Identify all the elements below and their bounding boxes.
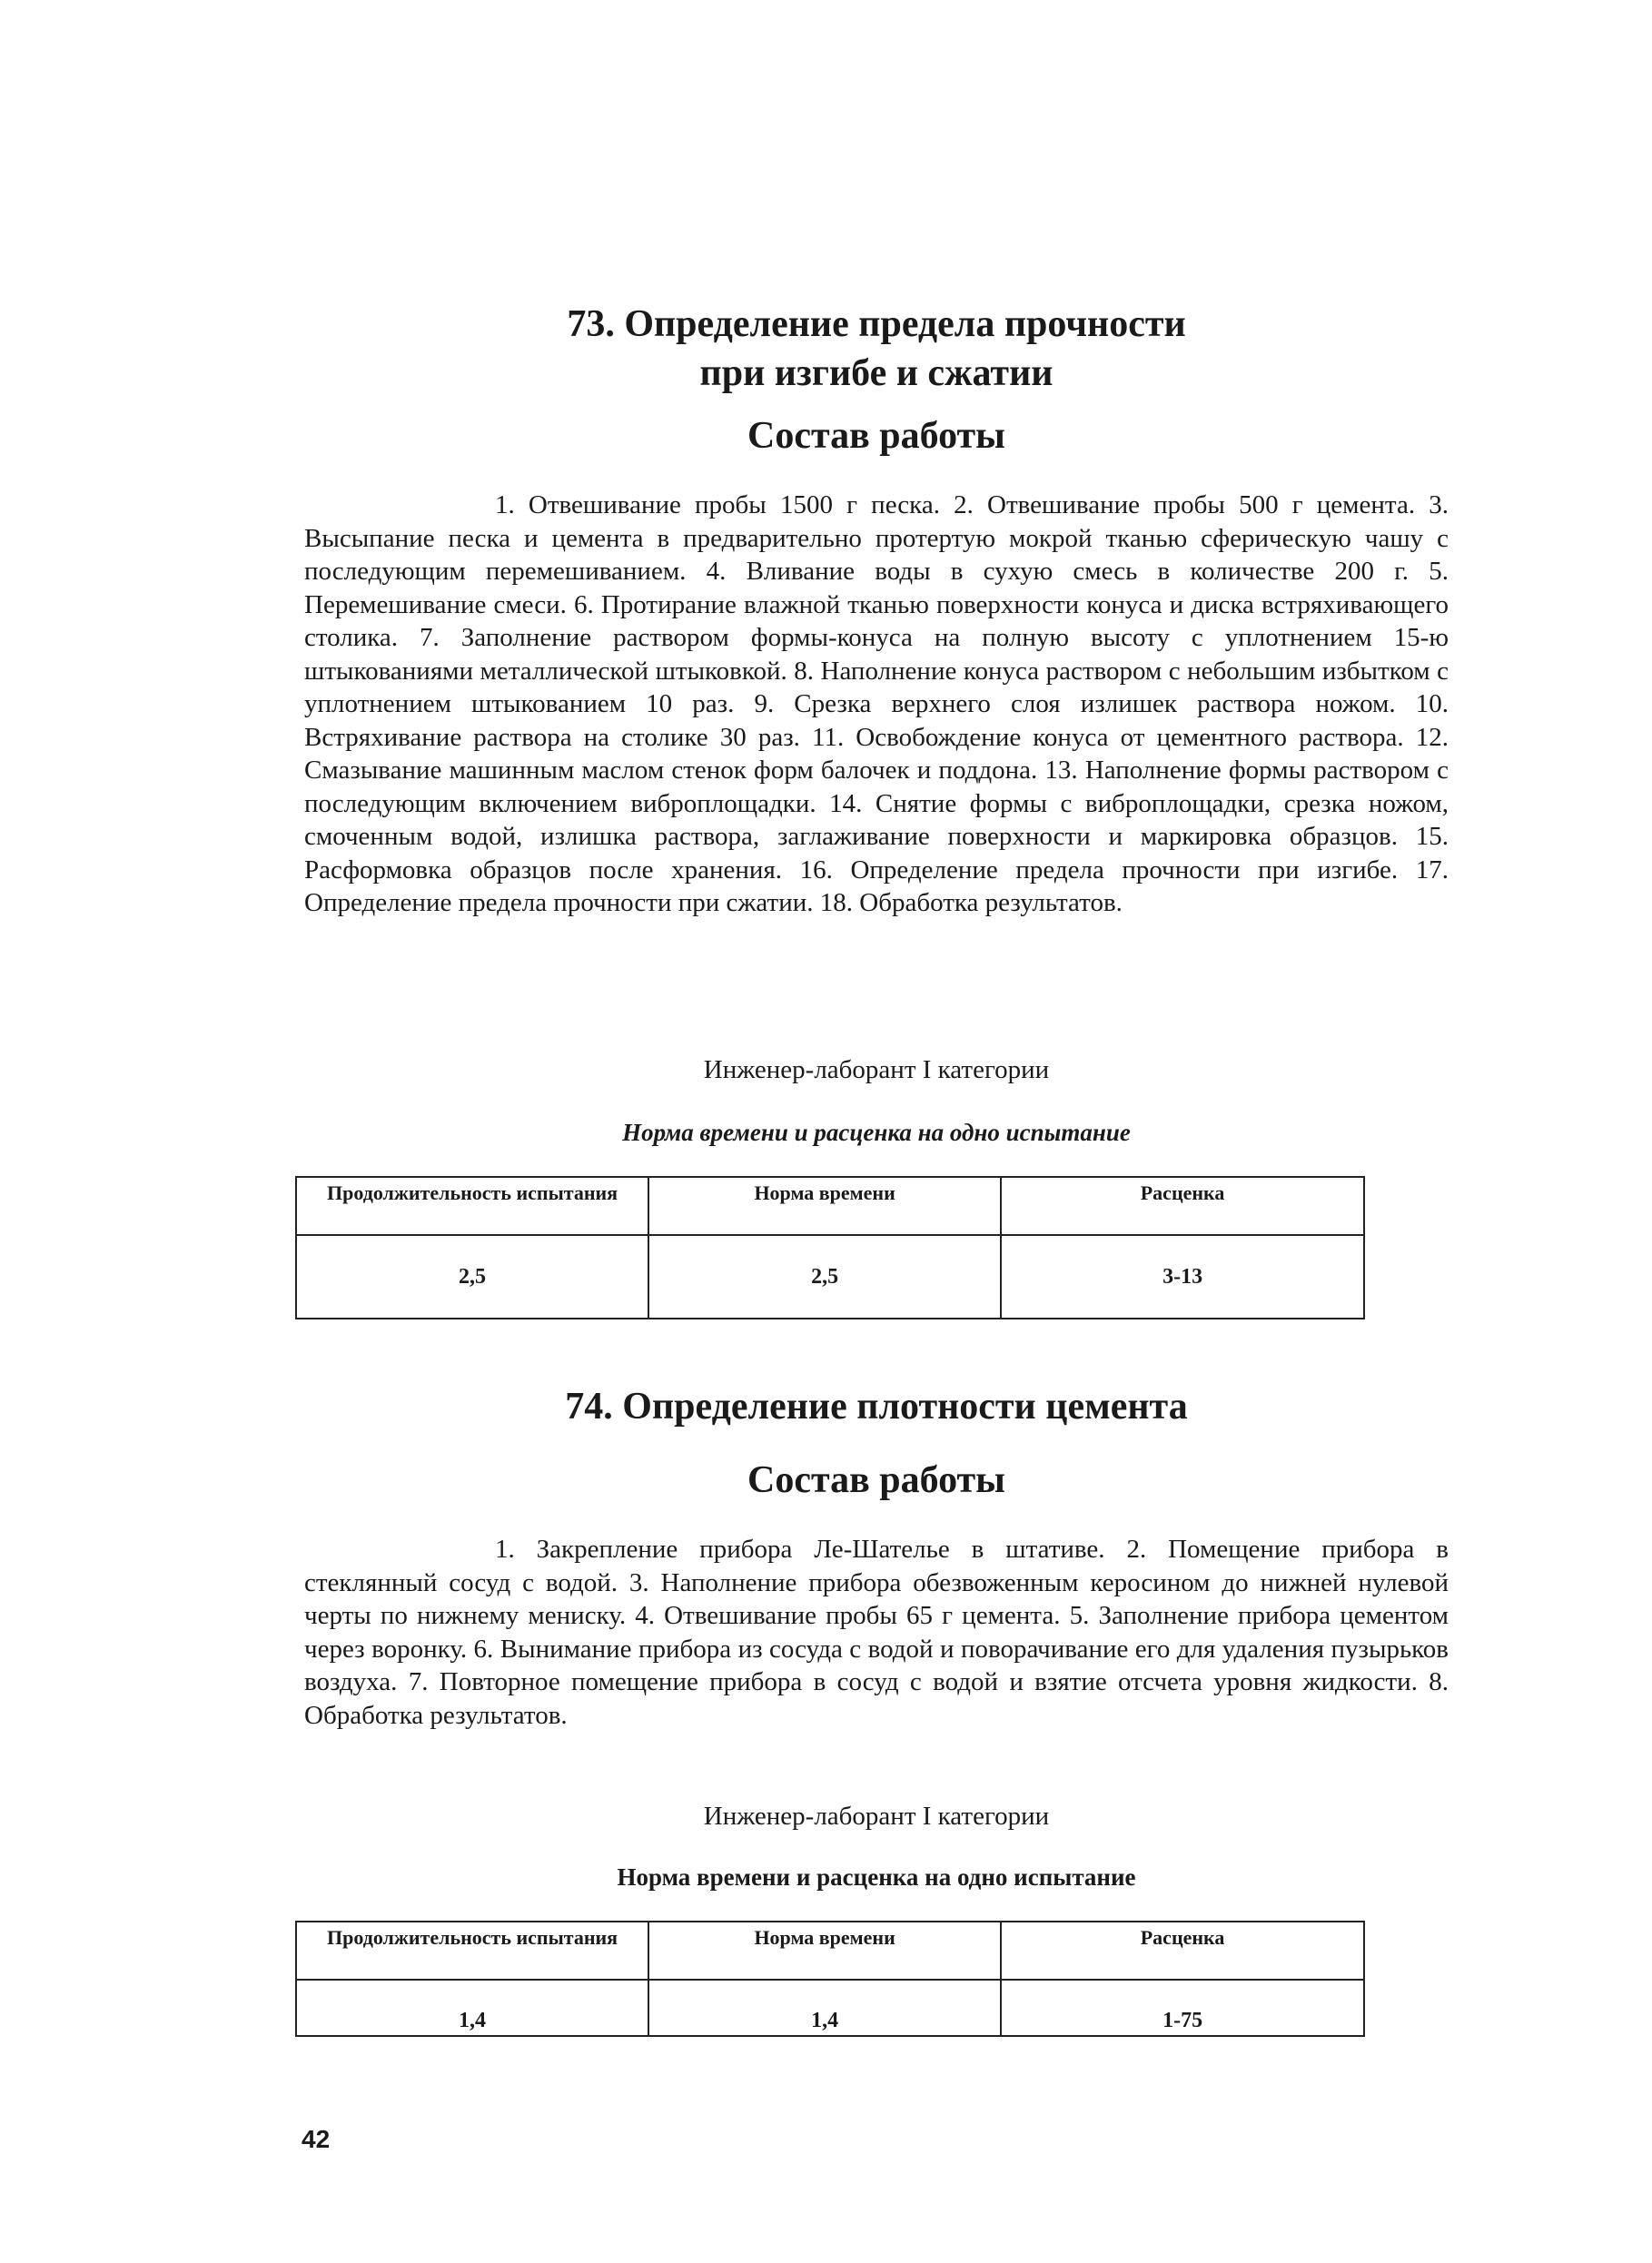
cell-rate: 1-75	[1001, 1980, 1364, 2036]
section-74-body: 1. Закрепление прибора Ле-Шателье в штативе. 2. Помещение прибора в стеклянный сосуд с водой. 3. Наполнение прибора обезвоженным керосином до нижней нулевой черты по нижнему мениску. 4. Отвешивание пробы 65 г цемента. 5. Заполнение прибора цементом через воронку. 6. Вынимание прибора из сосуда с водой и поворачивание его для удаления пузырьков воздуха. 7. Повторное помещение прибора в сосуд с водой и взятие отсчета уровня жидкости. 8. Обработка результатов.	[304, 1535, 1449, 1730]
section-74-subtitle-wrap	[304, 1458, 1449, 1503]
section-74-subtitle: Состав работы	[747, 1459, 1005, 1501]
page-number: 42	[302, 2125, 331, 2153]
header-duration: Продолжительность испытания	[296, 1177, 648, 1235]
section-73-subtitle-wrap	[304, 413, 1449, 459]
section-73-subtitle: Состав работы	[747, 415, 1005, 457]
section-73-title-line1: 73. Определение предела прочности	[567, 303, 1186, 345]
section-73-norm-table	[295, 1176, 1365, 1319]
table-row	[296, 1235, 1364, 1319]
section-73-norm-wrap	[304, 1117, 1449, 1148]
header-time-norm: Норма времени	[648, 1177, 1001, 1235]
section-73	[304, 300, 1449, 398]
cell-duration: 1,4	[296, 1980, 648, 2036]
header-duration: Продолжительность испытания	[296, 1922, 648, 1980]
cell-duration: 2,5	[296, 1235, 648, 1319]
table-header-row	[296, 1177, 1364, 1235]
section-74-table-wrap	[304, 1921, 1449, 2037]
section-74-norm-title: Норма времени и расценка на одно испытание	[617, 1863, 1136, 1891]
section-73-body-wrap	[304, 489, 1449, 920]
section-73-body: 1. Отвешивание пробы 1500 г песка. 2. Отвешивание пробы 500 г цемента. 3. Высыпание песка и цемента в предварительно протертую мокрой тканью сферическую чашу с последующим перемешиванием. 4. Вливание воды в сухую смесь в количестве 200 г. 5. Перемешивание смеси. 6. Протирание влажной тканью поверхности конуса и диска встряхивающего столика. 7. Заполнение раствором формы-конуса на полную высоту с уплотнением 15-ю штыкованиями металлической штыковкой. 8. Наполнение конуса раствором с небольшим избытком с уплотнением штыкованием 10 раз. 9. Срезка верхнего слоя излишек раствора ножом. 10. Встряхивание раствора на столике 30 раз. 11. Освобождение конуса от цементного раствора. 12. Смазывание машинным маслом стенок форм балочек и поддона. 13. Наполнение формы раствором с последующим включением виброплощадки. 14. Снятие формы с виброплощадки, срезка ножом, смоченным водой, излишка раствора, заглаживание поверхности и маркировка образцов. 15. Расформовка образцов после хранения. 16. Определение предела прочности при изгибе. 17. Определение предела прочности при сжатии. 18. Обработка результатов.	[304, 490, 1449, 917]
cell-time-norm: 2,5	[648, 1235, 1001, 1319]
section-74-norm-table	[295, 1921, 1365, 2037]
section-74-role-wrap	[304, 1800, 1449, 1833]
section-74-norm-wrap	[304, 1862, 1449, 1892]
section-73-title-line2: при изгибе и сжатии	[699, 352, 1054, 394]
section-74-body-wrap	[304, 1533, 1449, 1732]
section-74-role: Инженер-лаборант I категории	[703, 1802, 1050, 1831]
section-74	[304, 1382, 1449, 1431]
header-rate: Расценка	[1001, 1177, 1364, 1235]
section-73-role: Инженер-лаборант I категории	[703, 1055, 1050, 1084]
section-73-role-wrap	[304, 1053, 1449, 1086]
section-73-norm-title: Норма времени и расценка на одно испытание	[622, 1119, 1131, 1146]
section-73-table-wrap	[304, 1176, 1449, 1319]
cell-time-norm: 1,4	[648, 1980, 1001, 2036]
header-rate: Расценка	[1001, 1922, 1364, 1980]
section-74-title: 74. Определение плотности цемента	[565, 1386, 1188, 1428]
table-header-row	[296, 1922, 1364, 1980]
header-time-norm: Норма времени	[648, 1922, 1001, 1980]
table-row	[296, 1980, 1364, 2036]
cell-rate: 3-13	[1001, 1235, 1364, 1319]
